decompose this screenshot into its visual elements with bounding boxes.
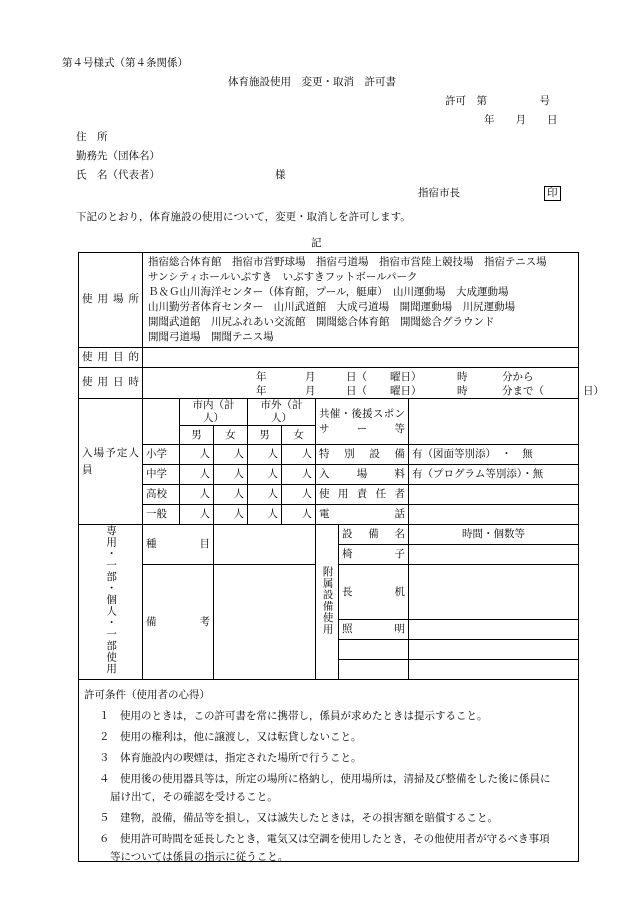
address-label: 住 所	[76, 131, 108, 143]
count-cell[interactable]: 人	[282, 505, 316, 525]
equipment-value[interactable]	[409, 545, 579, 565]
table-row	[79, 465, 579, 485]
count-cell[interactable]: 人	[214, 445, 248, 465]
count-cell[interactable]: 人	[180, 505, 214, 525]
note-label: 備 考	[143, 565, 214, 680]
equipment-label: 附属設備使用	[316, 525, 339, 680]
attendance-blank	[143, 399, 180, 445]
count-cell[interactable]: 人	[248, 465, 282, 485]
table-row	[79, 485, 579, 505]
condition-item: ４ 使用後の使用器具等は，所定の場所に格納し，使用場所は，清掃及び整備をした後に係員に	[99, 773, 551, 785]
form-number: 第４号様式（第４条関係）	[62, 57, 188, 69]
venue-line: Ｂ＆Ｇ山川海洋センター（体育館，プール，艇庫） 山川運動場 大成運動場	[148, 286, 509, 298]
dt-month: 月	[305, 385, 316, 397]
attendance-label: 入場予定人員	[79, 399, 143, 525]
count-cell[interactable]: 人	[248, 505, 282, 525]
count-cell[interactable]: 人	[282, 485, 316, 505]
venue-label: 使用場所	[79, 253, 143, 348]
item-label: 特別設備	[316, 445, 409, 465]
dt-year: 年	[256, 371, 267, 383]
item-label: 入場料	[316, 465, 409, 485]
count-cell[interactable]: 人	[248, 485, 282, 505]
venue-line: 開聞武道館 川尻ふれあい交流館 開聞総合体育館 開聞総合グラウンド	[148, 316, 495, 328]
seal-mark: 印	[544, 186, 561, 201]
equipment-time-header: 時間・個数等	[409, 525, 579, 545]
equipment-value[interactable]	[409, 619, 579, 639]
table-row	[79, 505, 579, 525]
equipment-name-header: 設備名	[339, 525, 409, 545]
document-title: 体育施設使用 変更・取消 許可書	[228, 76, 396, 88]
dt-year: 年	[256, 385, 267, 397]
dt-days: 日）	[583, 385, 604, 397]
equipment-item	[339, 659, 409, 679]
male-header: 男	[180, 426, 214, 445]
issuer: 指宿市長	[418, 187, 460, 199]
intro-text: 下記のとおり，体育施設の使用について，変更・取消しを許可します。	[76, 211, 411, 223]
dt-month: 月	[305, 371, 316, 383]
count-cell[interactable]: 人	[180, 465, 214, 485]
condition-item: １ 使用のときは，この許可書を常に携帯し，係員が求めたときは提示すること。	[99, 710, 488, 722]
venue-line: サンシティホールいぶすき いぶすきフットボールパーク	[148, 271, 418, 283]
out-city-header: 市外（計 人）	[248, 399, 316, 426]
sponsor-label: 共催・後援スポンサー等	[316, 399, 409, 445]
count-cell[interactable]: 人	[248, 445, 282, 465]
table-row	[79, 445, 579, 465]
condition-item: 等については係員の指示に従うこと。	[110, 851, 289, 863]
equipment-item: 照明	[339, 619, 409, 639]
condition-item: ５ 建物，設備，備品等を損し，又は滅失したときは，その損害額を賠償すること。	[99, 812, 498, 824]
conditions-heading: 許可条件（使用者の心得）	[84, 689, 210, 701]
dt-hour: 時	[457, 385, 468, 397]
condition-item: ６ 使用許可時間を延長したとき，電気又は空調を使用したとき，その他使用者が守るべき事項	[99, 833, 550, 845]
dt-hour: 時	[457, 371, 468, 383]
female-header: 女	[282, 426, 316, 445]
venue-line: 指宿総合体育館 指宿市営野球場 指宿弓道場 指宿市営陸上競技場 指宿テニス場	[148, 256, 547, 268]
venue-line: 山川勤労者体育センター 山川武道館 大成弓道場 開聞運動場 川尻運動場	[148, 301, 516, 313]
purpose-label: 使用目的	[79, 348, 143, 368]
equipment-value[interactable]	[409, 639, 579, 659]
count-cell[interactable]: 人	[214, 505, 248, 525]
item-label: 電話	[316, 505, 409, 525]
dt-weekday: 曜日）	[390, 385, 422, 397]
female-header: 女	[214, 426, 248, 445]
count-cell[interactable]: 人	[214, 465, 248, 485]
name-label: 氏 名（代表者）	[76, 169, 160, 181]
item-value[interactable]: 有（プログラム等別添）・無	[409, 465, 579, 485]
exclusive-use-label: 専用・一部・個人・一部使用	[79, 525, 143, 680]
category-label: 一般	[143, 505, 180, 525]
condition-item: ３ 体育施設内の喫煙は，指定された場所で行うこと。	[99, 752, 362, 764]
dt-day: 日（	[346, 371, 367, 383]
item-value[interactable]: 有（図面等別添） ・ 無	[409, 445, 579, 465]
venue-list	[143, 253, 579, 348]
count-cell[interactable]: 人	[180, 485, 214, 505]
item-label: 使用責任者	[316, 485, 409, 505]
permit-date: 年 月 日	[484, 114, 558, 126]
dt-from: 分から	[502, 371, 534, 383]
dt-until: 分まで（	[502, 385, 544, 397]
ki-mark: 記	[311, 237, 322, 249]
equipment-item	[339, 639, 409, 659]
type-label: 種 目	[143, 525, 214, 565]
male-header: 男	[248, 426, 282, 445]
conditions-box	[78, 680, 579, 862]
category-label: 高校	[143, 485, 180, 505]
equipment-value[interactable]	[409, 565, 579, 620]
dt-day: 日（	[346, 385, 367, 397]
permit-table	[78, 252, 604, 680]
count-cell[interactable]: 人	[282, 465, 316, 485]
equipment-item: 長机	[339, 565, 409, 620]
note-field[interactable]	[214, 565, 316, 680]
category-label: 小学	[143, 445, 180, 465]
count-cell[interactable]: 人	[214, 485, 248, 505]
type-field[interactable]	[214, 525, 316, 565]
permit-number: 許可 第 号	[445, 95, 550, 107]
dt-weekday: 曜日）	[390, 371, 422, 383]
workplace-label: 勤務先（団体名）	[76, 150, 160, 162]
item-value[interactable]	[409, 505, 579, 525]
datetime-field[interactable]	[143, 368, 604, 399]
condition-item: ２ 使用の権利は，他に譲渡し，又は転貸しないこと。	[99, 731, 362, 743]
datetime-label: 使用日時	[79, 368, 143, 399]
equipment-item: 椅子	[339, 545, 409, 565]
category-label: 中学	[143, 465, 180, 485]
sponsor-field[interactable]	[409, 399, 579, 445]
item-value[interactable]	[409, 485, 579, 505]
venue-line: 開聞弓道場 開聞テニス場	[148, 331, 274, 343]
count-cell[interactable]: 人	[180, 445, 214, 465]
honorific: 様	[275, 169, 286, 181]
condition-item: 届け出て，その確認を受けること。	[110, 791, 278, 803]
equipment-value[interactable]	[409, 659, 579, 679]
in-city-header: 市内（計 人）	[180, 399, 248, 426]
count-cell[interactable]: 人	[282, 445, 316, 465]
purpose-field[interactable]	[143, 348, 579, 368]
